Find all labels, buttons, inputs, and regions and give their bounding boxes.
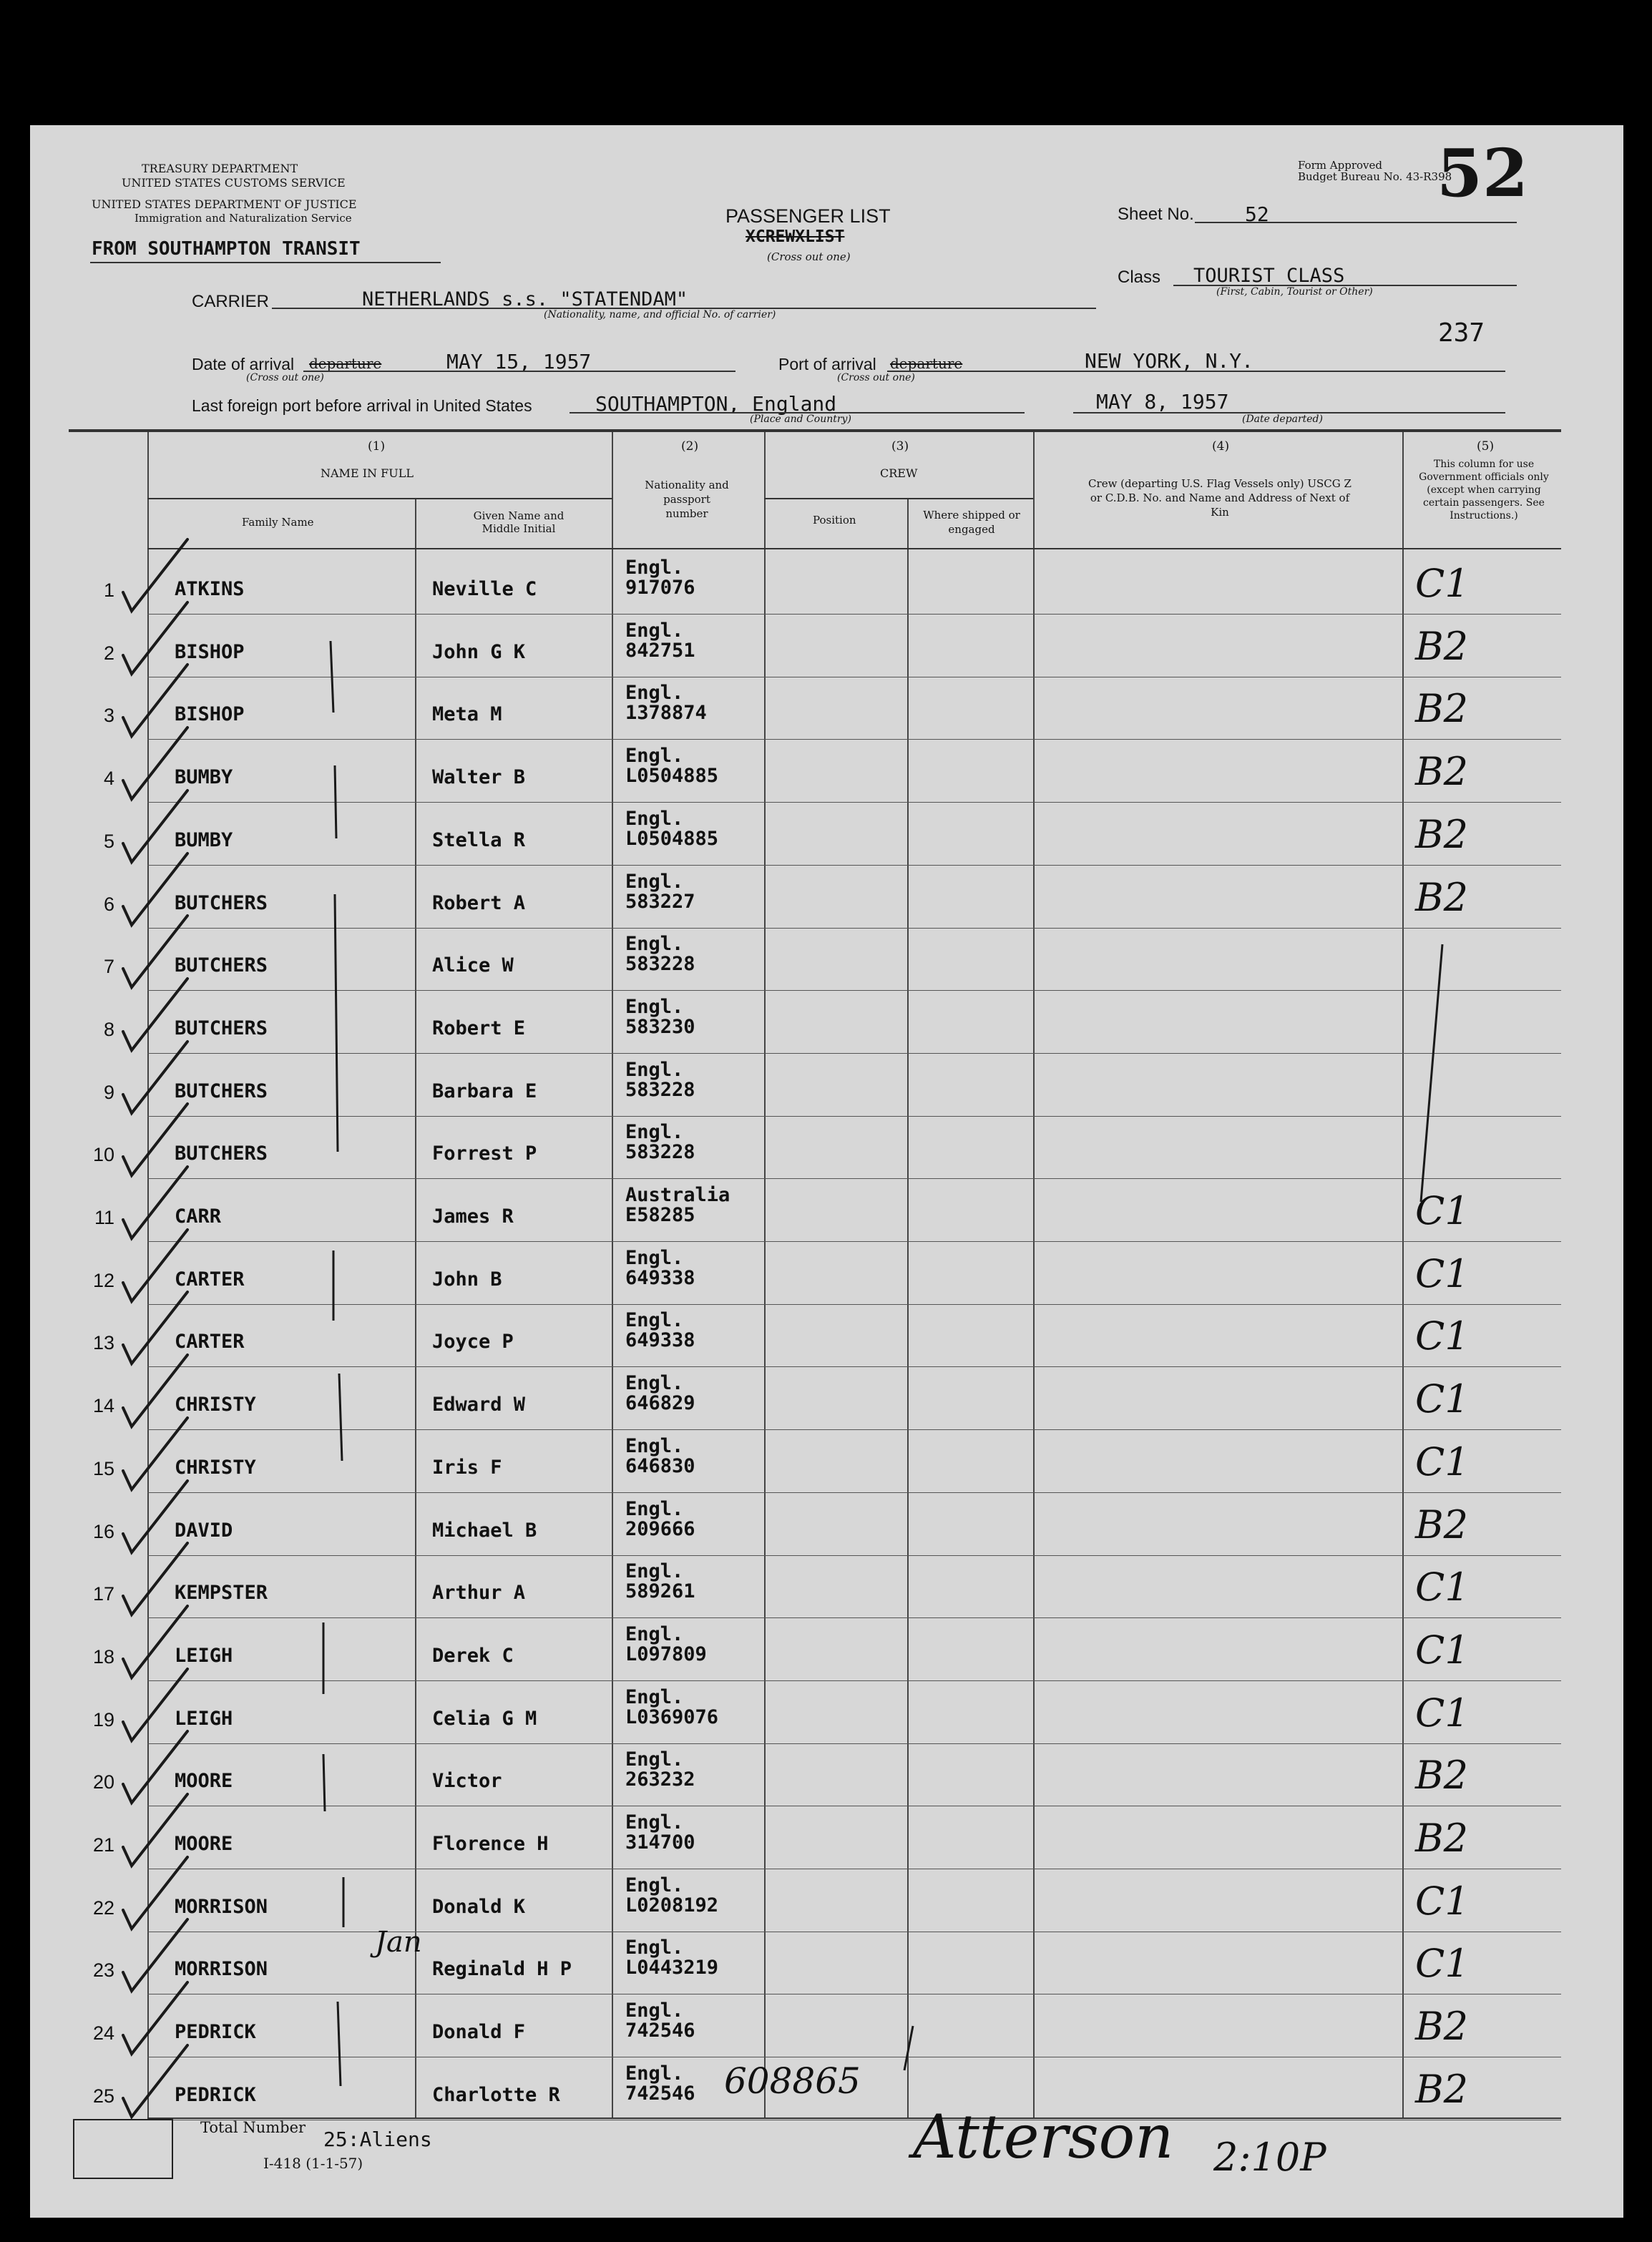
given-name: Edward W [432, 1394, 526, 1416]
row-number: 16 [92, 1521, 114, 1542]
family-name: CHRISTY [175, 1457, 256, 1479]
sheet-stamp-number: 52 [1437, 134, 1529, 212]
title-struck-option: XCREWXLIST [746, 227, 845, 246]
inspector-signature: Atterson [913, 2102, 1174, 2172]
passport-number: 742546 [625, 2082, 695, 2105]
given-name-header: Given Name and Middle Initial [473, 509, 564, 535]
form-number: I-418 (1-1-57) [263, 2155, 363, 2172]
row-number: 5 [103, 831, 114, 852]
row-number: 25 [92, 2085, 114, 2107]
family-name: MOORE [175, 1770, 233, 1792]
passport-number: 209666 [625, 1518, 695, 1540]
passport-number: L0504885 [625, 765, 719, 787]
given-name: Donald K [432, 1896, 526, 1918]
check-mark [123, 539, 187, 611]
status-code-mark: C1 [1415, 1251, 1470, 1296]
check-mark [123, 1481, 187, 1552]
col3-title: CREW [880, 466, 918, 480]
given-name: Arthur A [432, 1582, 526, 1604]
status-code-mark: B2 [1415, 2067, 1469, 2112]
row-number: 8 [103, 1019, 114, 1040]
nationality: Engl. [625, 1686, 684, 1708]
status-code-mark: C1 [1415, 1439, 1470, 1484]
status-code-mark: C1 [1415, 1879, 1470, 1924]
family-name-header: Family Name [242, 516, 314, 529]
nationality: Engl. [625, 933, 684, 955]
bracket-christy [339, 1374, 342, 1461]
nationality: Engl. [625, 1748, 684, 1771]
family-name: KEMPSTER [175, 1582, 268, 1604]
check-mark [123, 1731, 187, 1803]
given-name: Reginald H P [432, 1958, 572, 1980]
status-code-mark: C1 [1415, 1565, 1470, 1610]
row-number: 22 [92, 1897, 114, 1919]
check-mark [123, 728, 187, 799]
passport-number: 742546 [625, 2020, 695, 2042]
class-value: TOURIST CLASS [1193, 265, 1345, 287]
total-number-box[interactable] [73, 2119, 173, 2179]
carrier-value: NETHERLANDS s.s. "STATENDAM" [362, 288, 688, 310]
check-mark [123, 2045, 187, 2117]
family-name: BUTCHERS [175, 1017, 268, 1039]
check-mark [123, 979, 187, 1050]
family-name: DAVID [175, 1519, 233, 1542]
sheet-no-value: 52 [1245, 202, 1269, 226]
budget-bureau: Budget Bureau No. 43-R398 [1298, 170, 1452, 183]
passport-number: 583230 [625, 1016, 695, 1038]
given-name: John B [432, 1268, 502, 1291]
col2-number: (2) [681, 439, 699, 454]
position-header: Position [813, 514, 856, 527]
port-value: NEW YORK, N.Y. [1085, 349, 1254, 373]
bracket-butchers [335, 894, 338, 1152]
col1-title: NAME IN FULL [321, 466, 414, 480]
family-name: BISHOP [175, 703, 245, 725]
carrier-note: (Nationality, name, and official No. of carrier) [544, 309, 776, 320]
given-name: Florence H [432, 1833, 549, 1855]
row-number: 4 [103, 768, 114, 789]
nationality: Engl. [625, 1874, 684, 1896]
nationality: Engl. [625, 996, 684, 1018]
family-name: MORRISON [175, 1896, 268, 1918]
class-note: (First, Cabin, Tourist or Other) [1216, 286, 1373, 298]
ditto-mark-butchers [1421, 944, 1442, 1202]
status-code-mark: C1 [1415, 1376, 1470, 1421]
passport-number: L0504885 [625, 828, 719, 850]
status-code-mark: B2 [1415, 749, 1469, 794]
bracket-bumby [335, 765, 336, 838]
nationality: Engl. [625, 1247, 684, 1269]
row-number: 14 [92, 1395, 114, 1416]
lastport-value: SOUTHAMPTON, England [595, 392, 837, 416]
family-name: BUMBY [175, 829, 233, 851]
arrival-value: MAY 15, 1957 [446, 350, 592, 373]
given-name: Forrest P [432, 1142, 537, 1165]
arrival-struck-option: departure [309, 355, 382, 372]
given-name: Alice W [432, 954, 514, 976]
passport-strike [904, 2026, 913, 2070]
family-name: BUMBY [175, 766, 233, 788]
passport-number: 646829 [625, 1392, 695, 1414]
nationality: Engl. [625, 2062, 684, 2085]
given-name: Donald F [432, 2021, 526, 2043]
family-name: CARR [175, 1205, 222, 1228]
nationality: Engl. [625, 1372, 684, 1394]
family-name: ATKINS [175, 578, 245, 600]
check-mark [123, 790, 187, 862]
bracket-pedrick [338, 2002, 341, 2086]
given-name: Barbara E [432, 1080, 537, 1102]
passport-number: 583228 [625, 1079, 695, 1101]
arrival-label: Date of arrival [192, 355, 295, 373]
port-struck-option: departure [890, 355, 963, 372]
passport-number: L0369076 [625, 1706, 719, 1728]
family-name: BUTCHERS [175, 954, 268, 976]
status-code-mark: C1 [1415, 1188, 1470, 1233]
row-number: 21 [92, 1834, 114, 1856]
status-code-mark: B2 [1415, 624, 1469, 669]
row-number: 20 [92, 1771, 114, 1793]
lastport-label: Last foreign port before arrival in United States [192, 396, 532, 415]
family-name: BUTCHERS [175, 1142, 268, 1165]
passport-number: 842751 [625, 640, 695, 662]
check-mark [123, 1042, 187, 1113]
passport-number: 583228 [625, 953, 695, 975]
nationality: Engl. [625, 1811, 684, 1834]
port-note: (Cross out one) [837, 372, 915, 383]
bracket-bishop [331, 641, 333, 713]
lastport-note: (Place and Country) [750, 413, 851, 425]
passport-number: E58285 [625, 1204, 695, 1226]
departed-value: MAY 8, 1957 [1096, 390, 1229, 413]
agency-line-3: UNITED STATES DEPARTMENT OF JUSTICE [92, 197, 357, 211]
passport-number: 314700 [625, 1831, 695, 1854]
row-number: 15 [92, 1458, 114, 1479]
check-mark [123, 1230, 187, 1301]
family-name: CHRISTY [175, 1394, 256, 1416]
status-code-mark: B2 [1415, 1753, 1469, 1798]
given-name: Neville C [432, 578, 537, 600]
passport-number: L0443219 [625, 1957, 719, 1979]
passport-number: 646830 [625, 1455, 695, 1477]
row-number: 11 [94, 1207, 114, 1228]
family-name: CARTER [175, 1331, 245, 1353]
class-label: Class [1118, 268, 1161, 287]
row23-handwritten-note: Jan [375, 1926, 422, 1959]
family-name: MOORE [175, 1833, 233, 1855]
status-code-mark: C1 [1415, 561, 1470, 606]
status-code-mark: B2 [1415, 812, 1469, 857]
signature-time-note: 2:10P [1213, 2135, 1326, 2180]
nationality: Engl. [625, 1498, 684, 1520]
shipped-header: Where shipped or engaged [923, 509, 1020, 536]
family-name: MORRISON [175, 1958, 268, 1980]
check-mark [123, 916, 187, 987]
row-number: 9 [103, 1082, 114, 1103]
row-number: 6 [103, 894, 114, 915]
total-number-value: 25:Aliens [323, 2128, 432, 2151]
check-mark [123, 853, 187, 925]
port-label: Port of arrival [778, 355, 876, 373]
row-number: 13 [92, 1332, 114, 1353]
given-name: James R [432, 1205, 514, 1228]
check-mark [123, 1919, 187, 1991]
row-number: 2 [103, 642, 114, 664]
col3-number: (3) [891, 439, 909, 454]
status-code-mark: B2 [1415, 1502, 1469, 1547]
given-name: Robert A [432, 892, 526, 914]
passport-number: 583228 [625, 1141, 695, 1163]
passport-number: 917076 [625, 577, 695, 599]
bracket-moore [323, 1754, 325, 1811]
row-number: 3 [103, 705, 114, 726]
status-code-mark: B2 [1415, 875, 1469, 920]
passport-number: 649338 [625, 1329, 695, 1351]
nationality: Engl. [625, 1560, 684, 1582]
given-name: Derek C [432, 1645, 514, 1667]
document-title: PASSENGER LIST [725, 205, 891, 227]
carrier-label: CARRIER [192, 292, 270, 311]
nationality: Engl. [625, 808, 684, 830]
passport-number: 589261 [625, 1580, 695, 1602]
check-mark [123, 602, 187, 674]
passport-number: L097809 [625, 1643, 707, 1665]
given-name: John G K [432, 641, 526, 663]
family-name: CARTER [175, 1268, 245, 1291]
check-mark [123, 1167, 187, 1238]
status-code-mark: C1 [1415, 1313, 1470, 1359]
title-note: (Cross out one) [767, 250, 851, 263]
passport-number: 1378874 [625, 702, 707, 724]
nationality: Engl. [625, 1121, 684, 1143]
row-number: 12 [92, 1270, 114, 1291]
family-name: PEDRICK [175, 2084, 256, 2106]
row-number: 17 [92, 1583, 114, 1605]
row-number: 1 [103, 579, 114, 601]
nationality: Engl. [625, 1059, 684, 1081]
form-approved: Form Approved [1298, 159, 1382, 172]
row25-passport-correction: 608865 [724, 2060, 861, 2102]
status-code-mark: C1 [1415, 1690, 1470, 1736]
nationality: Engl. [625, 1309, 684, 1331]
sheet-no-label: Sheet No. [1118, 205, 1194, 224]
col2-title: Nationality and passport number [645, 479, 729, 520]
passport-number: 649338 [625, 1267, 695, 1289]
family-name: BUTCHERS [175, 1080, 268, 1102]
row-number: 19 [92, 1709, 114, 1731]
check-mark [123, 1794, 187, 1866]
agency-line-2: UNITED STATES CUSTOMS SERVICE [122, 176, 346, 190]
row-number: 23 [92, 1959, 114, 1981]
total-number-label: Total Number [200, 2119, 306, 2136]
passport-number: L0208192 [625, 1894, 719, 1917]
col5-number: (5) [1477, 439, 1495, 454]
check-mark [123, 1418, 187, 1489]
check-mark [123, 1857, 187, 1929]
from-line: FROM SOUTHAMPTON TRANSIT [92, 238, 361, 260]
nationality: Engl. [625, 1937, 684, 1959]
row-number: 18 [92, 1646, 114, 1668]
nationality: Engl. [625, 745, 684, 767]
given-name: Meta M [432, 703, 502, 725]
nationality: Engl. [625, 557, 684, 579]
row-number: 7 [103, 956, 114, 977]
given-name: Stella R [432, 829, 526, 851]
nationality: Engl. [625, 620, 684, 642]
row-number: 24 [92, 2022, 114, 2044]
col1-number: (1) [368, 439, 386, 454]
col4-number: (4) [1212, 439, 1230, 454]
given-name: Walter B [432, 766, 526, 788]
check-mark [123, 1606, 187, 1678]
status-code-mark: C1 [1415, 1941, 1470, 1986]
col4-title: Crew (departing U.S. Flag Vessels only) USCG Z or C.D.B. No. and Name and Address of Next of Kin [1088, 477, 1352, 519]
nationality: Australia [625, 1184, 730, 1206]
col5-title: This column for use Government officials only (except when carrying certain passengers. See Instructions.) [1419, 459, 1549, 522]
agency-line-1: TREASURY DEPARTMENT [142, 162, 298, 175]
family-name: BISHOP [175, 641, 245, 663]
given-name: Iris F [432, 1457, 502, 1479]
nationality: Engl. [625, 1999, 684, 2022]
family-name: LEIGH [175, 1645, 233, 1667]
check-mark [123, 1982, 187, 2054]
check-mark [123, 1669, 187, 1741]
handwritten-number-237: 237 [1438, 318, 1485, 348]
check-mark [123, 1292, 187, 1364]
status-code-mark: B2 [1415, 2004, 1469, 2049]
given-name: Joyce P [432, 1331, 514, 1353]
nationality: Engl. [625, 1623, 684, 1645]
passport-number: 583227 [625, 891, 695, 913]
check-mark [123, 1355, 187, 1426]
passport-number: 263232 [625, 1768, 695, 1791]
status-code-mark: C1 [1415, 1627, 1470, 1673]
arrival-note: (Cross out one) [246, 372, 324, 383]
family-name: BUTCHERS [175, 892, 268, 914]
departed-note: (Date departed) [1242, 413, 1323, 425]
given-name: Charlotte R [432, 2084, 560, 2106]
agency-line-4: Immigration and Naturalization Service [135, 212, 352, 225]
status-code-mark: B2 [1415, 1816, 1469, 1861]
given-name: Victor [432, 1770, 502, 1792]
status-code-mark: B2 [1415, 686, 1469, 731]
nationality: Engl. [625, 1435, 684, 1457]
nationality: Engl. [625, 871, 684, 893]
family-name: PEDRICK [175, 2021, 256, 2043]
check-mark [123, 1104, 187, 1175]
check-mark [123, 1543, 187, 1615]
given-name: Michael B [432, 1519, 537, 1542]
row-number: 10 [92, 1144, 114, 1165]
check-mark [123, 665, 187, 736]
family-name: LEIGH [175, 1708, 233, 1730]
given-name: Celia G M [432, 1708, 537, 1730]
given-name: Robert E [432, 1017, 526, 1039]
nationality: Engl. [625, 682, 684, 704]
